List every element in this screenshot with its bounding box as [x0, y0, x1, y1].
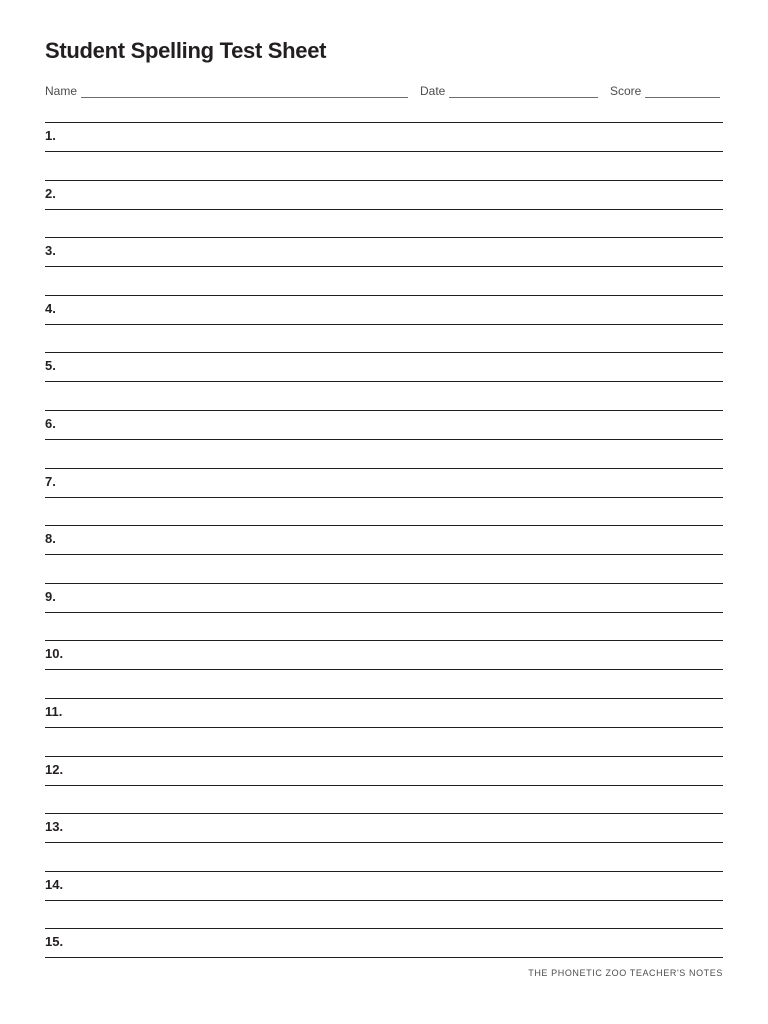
item-number-label: 2. — [45, 186, 56, 201]
item-number-label: 7. — [45, 474, 56, 489]
row-top-rule — [45, 295, 723, 296]
item-number-label: 9. — [45, 589, 56, 604]
row-top-rule — [45, 180, 723, 181]
answer-writing-line[interactable] — [45, 381, 723, 382]
item-number-label: 4. — [45, 301, 56, 316]
row-top-rule — [45, 813, 723, 814]
item-number-label: 5. — [45, 358, 56, 373]
score-label: Score — [610, 84, 642, 98]
item-number-label: 15. — [45, 934, 64, 949]
answer-writing-line[interactable] — [45, 900, 723, 901]
row-top-rule — [45, 871, 723, 872]
item-number-label: 13. — [45, 819, 64, 834]
answer-writing-line[interactable] — [45, 612, 723, 613]
row-top-rule — [45, 468, 723, 469]
row-top-rule — [45, 237, 723, 238]
score-field[interactable] — [610, 82, 720, 98]
item-number-label: 10. — [45, 646, 64, 661]
score-blank-line[interactable] — [645, 85, 720, 98]
item-number-label: 1. — [45, 128, 56, 143]
answer-writing-line[interactable] — [45, 324, 723, 325]
row-top-rule — [45, 410, 723, 411]
answer-writing-line[interactable] — [45, 497, 723, 498]
answer-writing-line[interactable] — [45, 151, 723, 152]
name-field[interactable] — [45, 82, 408, 98]
name-blank-line[interactable] — [81, 85, 408, 98]
item-number-label: 6. — [45, 416, 56, 431]
name-label: Name — [45, 84, 78, 98]
answer-writing-line[interactable] — [45, 209, 723, 210]
answer-writing-line[interactable] — [45, 554, 723, 555]
answer-writing-line[interactable] — [45, 842, 723, 843]
row-top-rule — [45, 352, 723, 353]
answer-writing-line[interactable] — [45, 266, 723, 267]
answer-writing-line[interactable] — [45, 727, 723, 728]
item-number-label: 3. — [45, 243, 56, 258]
row-top-rule — [45, 640, 723, 641]
page-title: Student Spelling Test Sheet — [45, 38, 327, 63]
item-number-label: 14. — [45, 877, 64, 892]
row-top-rule — [45, 928, 723, 929]
answer-writing-line[interactable] — [45, 957, 723, 958]
answer-writing-line[interactable] — [45, 439, 723, 440]
date-blank-line[interactable] — [449, 85, 598, 98]
row-top-rule — [45, 698, 723, 699]
item-number-label: 12. — [45, 762, 64, 777]
row-top-rule — [45, 756, 723, 757]
row-top-rule — [45, 122, 723, 123]
answer-writing-line[interactable] — [45, 785, 723, 786]
item-number-label: 11. — [45, 704, 63, 719]
date-label: Date — [420, 84, 446, 98]
row-top-rule — [45, 583, 723, 584]
footer-credit: THE PHONETIC ZOO TEACHER'S NOTES — [528, 968, 723, 978]
item-number-label: 8. — [45, 531, 56, 546]
answer-writing-line[interactable] — [45, 669, 723, 670]
date-field[interactable] — [420, 82, 598, 98]
row-top-rule — [45, 525, 723, 526]
